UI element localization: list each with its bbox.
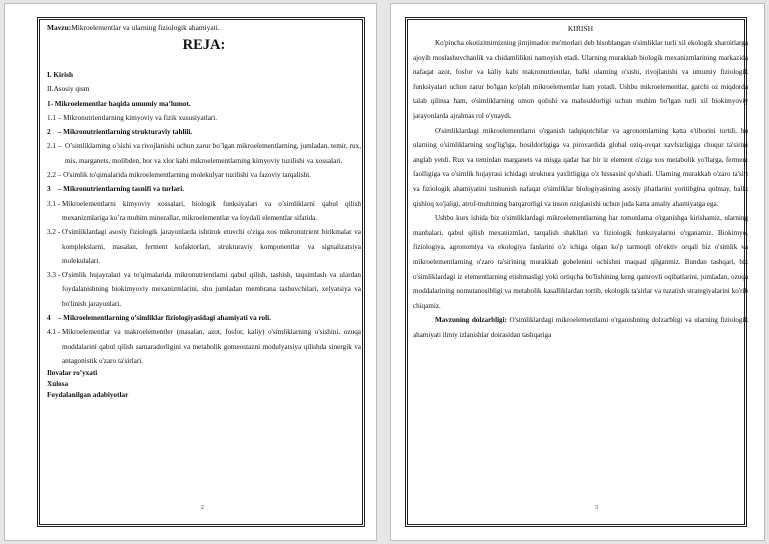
paragraph (413, 211, 748, 313)
outline-item (47, 168, 361, 182)
outline-item-number: 3.3 - (47, 271, 62, 280)
outline-item-text: Mikronutrientlarning strukturaviy tahlili. (63, 128, 193, 137)
right-page-content (413, 23, 748, 513)
outline-item: 1- Mikroelementlar haqida umumiy ma’lumot. (47, 99, 191, 108)
outline-item-text: Mikroelementlarni kimyoviy xossalari, biologik funksiyalari va o’simliklarni qabul qilish mexanizmlariga ko’ra muhim minerallar, mikroelementlar va foydali elementlar sifatida. (61, 199, 361, 222)
plan-end-items (47, 368, 361, 401)
outline-end-item: Ilovalar ro’yxati (47, 369, 98, 378)
plan-outline (47, 68, 361, 368)
left-page (4, 3, 377, 541)
outline-item-number: 3 – (47, 185, 64, 194)
paragraph (413, 313, 748, 342)
outline-item-text: Mikronutrientlarning kimyoviy va fizik xususiyatlari. (63, 113, 218, 122)
outline-item-text: O'simlik hujayralari va to'qimalarida mikronutrientlarni qabul qilish, tashish, taqsimlash va ulardan foydalanishning biokimyoviy mexanizmlarini, shu jumladan membrana tashuvchilari, xelyatsiya va bo'linish jarayonlari. (61, 271, 361, 308)
topic-label: Mavzu: (47, 23, 72, 32)
outline-item-text: Mikroelementlarning o’simliklar fiziologiyasidagi ahamiyati va roli. (63, 314, 271, 323)
outline-item-number: 2.2 – (47, 171, 64, 180)
outline-item-text: O'simlik to'qimalarida mikroelementlarning molekulyar tuzilishi va fazoviy tarqalishi. (63, 171, 311, 180)
paragraph (413, 124, 748, 212)
paragraph-text: O'simliklardagi mikroelementlarni o'rganishning dolzarbligi va ularning fiziologik ahamiyati ilmiy izlanishlar doirasidan tashqariga (413, 316, 748, 339)
paragraph-text: Ushbu kurs ishida biz o'simliklardagi mikroelementlarning har tomonlama o'rganishga kirishamiz, ularning manbalari, qabul qilish mexanizmlari, tarqalish shakllari va fiziologik funksiyalarini o'rganamiz. Biokimyo, fiziologiya, agronomiya va ekologiya fanlarini o'z ichiga olgan ko'p tarmoqli ob'ektiv orqali biz o'simlik va mikroelementlarning o'zaro ta'sirining murakkab gobelenini ochishni maqsad qilganmiz. Bundan tashqari, biz o'simliklardagi iz elementlarning etishmasligi yoki ortiqcha bo'lishining keng qamrovli oqibatlarini, jumladan, ozuqa moddalarining nomutanosibligi va metabolik kasalliklardan tortib, ekologik ta'sirlar va tuzatish strategiyalarini ko'rib chiqamiz. (413, 214, 748, 310)
outline-item (47, 225, 361, 268)
outline-item-number: 1.1 – (47, 113, 64, 122)
right-page (390, 3, 765, 541)
outline-item-text: O'simliklardagi asosiy fiziologik jarayonlarda ishtirok etuvchi o'ziga xos mikronutrient birikmalar va komplekslarni, masalan, ferment kofaktorlari, strukturaviy komponentlar va signalizatsiya molekulalari. (61, 228, 361, 265)
outline-item (47, 325, 361, 368)
topic-text: Mikroelementlar va ularning fiziologik ahamiyati. (71, 23, 220, 32)
outline-item-text: Mikroelementlar va makroelementler (masalan, azot, fosfor, kaliy) o'simliklarning o'sishini, ozuqa moddalarini qabul qilish samaradorligini va metabolik gomeostazni modulyatsiya qilishda sinergik va antagonistik o'zaro ta'sirlari. (61, 328, 361, 365)
outline-item (47, 311, 361, 325)
outline-item-number: 2 – (47, 128, 64, 137)
outline-item: I. Kirish (47, 71, 73, 79)
paragraph-text: O'simliklardagi mikroelementlarni o'rganish tadqiqotchilar va agronomlarning katta e'tiborini tortdi, bu ularning o'simliklarning sog'lig'iga, hosildorligiga va pirovardida global oziq-ovqat xavfsizligiga chuqur ta'sirini anglab yetdi. Rux va temirdan marganets va misga qadar har bir iz element o'ziga xos metabolik yo'llarga, ferment faolligiga va o'simlik hujayrasi ichidagi struktura yaxlitligiga o'z hissasini qo'shadi. Ularning murakkab o'zaro ta'siri va fiziologik ahamiyatini tushunish nafaqat o'simliklar biologiyasining asosiy jihatlarini yoritibgina qolmay, balki qishloq xo'jaligi, atrof-muhitning barqarorligi va inson oziqlanishi uchun juda katta amaliy ahamiyatga ega. (413, 126, 748, 208)
outline-item (47, 268, 361, 311)
outline-item-text: O’simliklarning o’sishi va rivojlanishi uchun zarur bo’lgan mikroelementlarning, jumladan, temir, rux, mis, marganets, molibden, bor va xlor kabi mikroelementlarning kimyoviy tuzilishi va xossalari. (64, 142, 361, 165)
outline-item-number: 4.1 - (47, 328, 62, 337)
outline-item-number: 2.1 – (47, 142, 65, 151)
outline-item (47, 125, 361, 139)
outline-item-number: 4 – (47, 314, 64, 323)
page-number: 3 (595, 505, 598, 511)
paragraph-bold-lead: Mavzuning dolzarbligi: (435, 316, 507, 325)
outline-item (47, 197, 361, 226)
paragraph-text: Ko'pincha ekotizimimizning jimjimador me'morlari deb hisoblangan o'simliklar turli xil ekologik sharoitlarga ajoyib moslashuvchanlik va chidamlilikni namoyish etadi. Ularning murakkab biologik mexanizmlarining markazida nafaqat azot, fosfor va kaliy kabi makronutrientlar, balki ularning o'sishi, rivojlanishi va umumiy fiziologik funksiyalari uchun zarur bo'lgan ko'plab mikroelementlar ham yotadi. Ushbu mikroelementlar, garchi oz miqdorda talab qilinsa ham, o'simliklarning omon qolishi va mahsuldorligi uchun muhim bo'lgan turli xil biokimyoviy jarayonlarda ajralmas rol o'ynaydi. (413, 39, 748, 120)
outline-item-number: 3.2 - (47, 228, 62, 237)
outline-item (47, 182, 361, 196)
outline-item-number: 3.1 - (47, 199, 62, 208)
left-page-content (47, 23, 361, 513)
topic-line (47, 23, 361, 33)
outline-item-text: Mikronutrientlarning tasnifi va turlari. (63, 185, 185, 194)
introduction-text (413, 36, 748, 342)
section-title: KIRISH (567, 24, 594, 33)
outline-item (47, 139, 361, 168)
outline-end-item: Foydalanilgan adabiyotlar (47, 391, 129, 400)
page-number: 2 (201, 505, 204, 511)
paragraph (413, 36, 748, 124)
outline-item: II.Asosiy qism (47, 85, 90, 94)
outline-end-item: Xulosa (47, 380, 69, 389)
outline-item (47, 111, 361, 125)
plan-title: REJA: (182, 37, 226, 53)
